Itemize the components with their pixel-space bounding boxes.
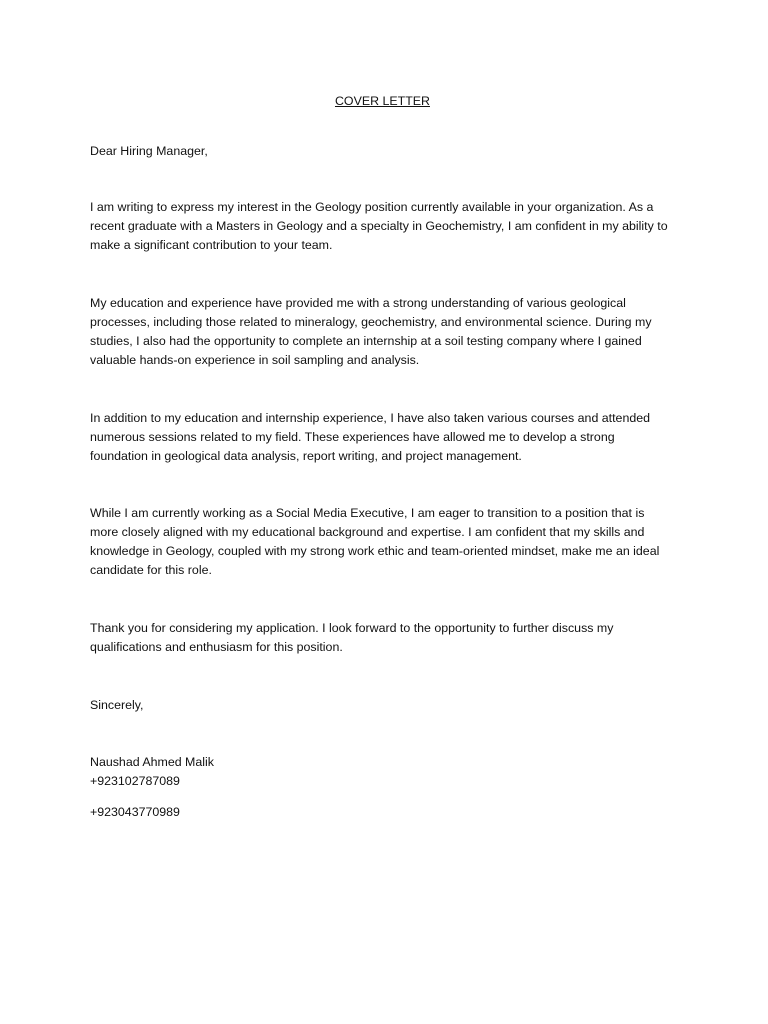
cover-letter xyxy=(90,92,675,819)
closing: Sincerely, xyxy=(90,698,144,712)
paragraph-interest: I am writing to express my interest in the Geology position currently available in your organization. As a recent graduate with a Masters in Geology and a specialty in Geochemistry, I am confident in my ability to make a significant contribution to your team. xyxy=(90,200,668,252)
phone-number-2: +923043770989 xyxy=(90,805,180,819)
phone-number-1: +923102787089 xyxy=(90,774,180,788)
paragraph-transition: While I am currently working as a Social Media Executive, I am eager to transition to a position that is more closely aligned with my educational background and expertise. I am confident that my skills and knowledge in Geology, coupled with my strong work ethic and team-oriented mindset, make me an ideal candidate for this role. xyxy=(90,506,660,577)
salutation: Dear Hiring Manager, xyxy=(90,144,208,158)
signature-name: Naushad Ahmed Malik xyxy=(90,755,214,769)
paragraph-education: My education and experience have provided me with a strong understanding of various geological processes, including those related to mineralogy, geochemistry, and environmental science. During my studies, I also had the opportunity to complete an internship at a soil testing company where I gained valuable hands-on experience in soil sampling and analysis. xyxy=(90,296,652,367)
paragraph-thanks: Thank you for considering my application. I look forward to the opportunity to further discuss my qualifications and enthusiasm for this position. xyxy=(90,621,614,654)
paragraph-courses: In addition to my education and internship experience, I have also taken various courses and attended numerous sessions related to my field. These experiences have allowed me to develop a strong foundation in geological data analysis, report writing, and project management. xyxy=(90,411,651,463)
letter-title: COVER LETTER xyxy=(334,94,430,108)
